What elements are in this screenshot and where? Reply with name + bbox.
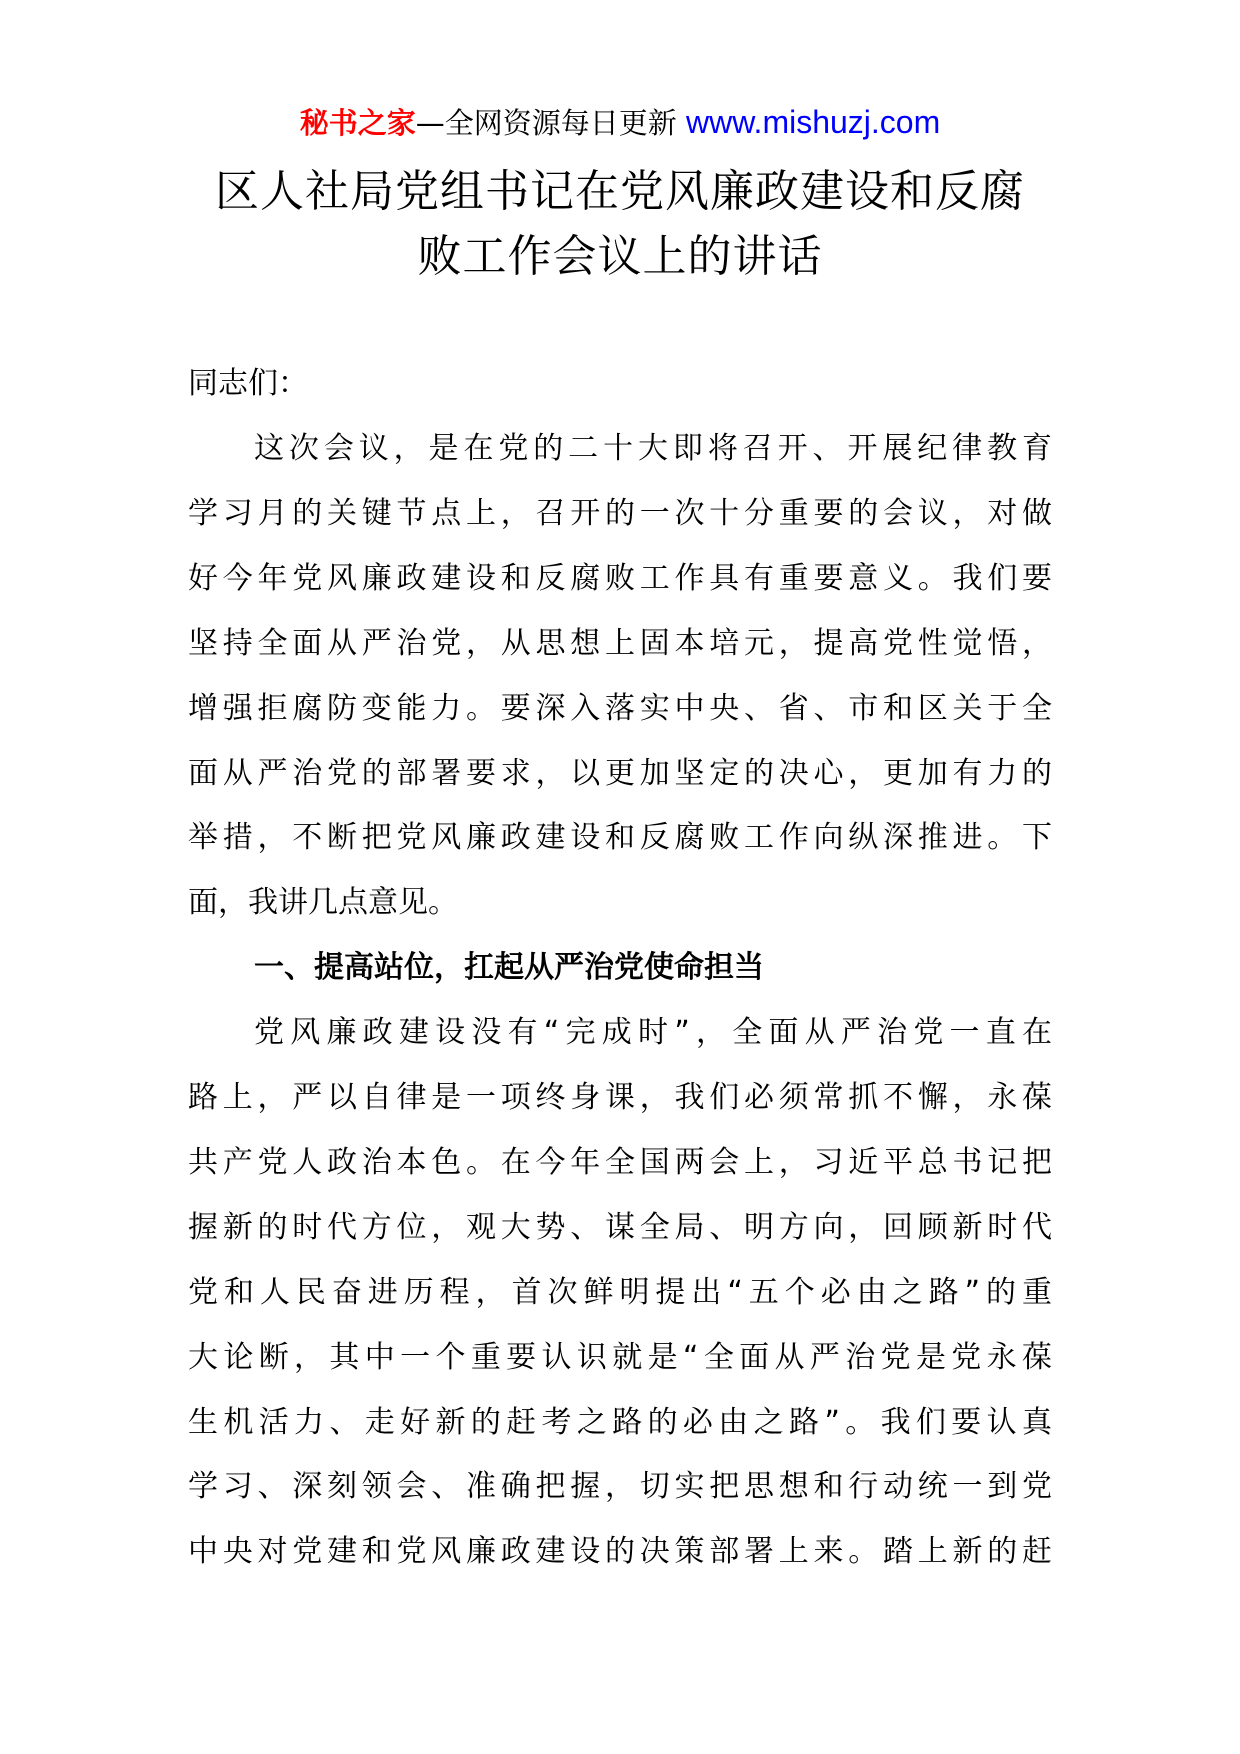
body-text-line: 党和人民奋进历程，首次鲜明提出“五个必由之路”的重 — [188, 1274, 1052, 1310]
greeting: 同志们： — [188, 366, 308, 401]
site-brand: 秘书之家 — [299, 106, 416, 140]
body-text-line: 坚持全面从严治党，从思想上固本培元，提高党性觉悟， — [188, 625, 1052, 661]
body-text-line: 共产党人政治本色。在今年全国两会上，习近平总书记把 — [188, 1144, 1052, 1180]
body-text-line: 学习月的关键节点上，召开的一次十分重要的会议，对做 — [188, 495, 1052, 531]
site-slogan: —全网资源每日更新 — [415, 106, 686, 140]
body-text-line: 面，我讲几点意见。 — [188, 885, 458, 921]
body-text-line: 握新的时代方位，观大势、谋全局、明方向，回顾新时代 — [188, 1209, 1052, 1245]
document-title-line-1: 区人社局党组书记在党风廉政建设和反腐 — [215, 166, 1025, 217]
body-text-line: 这次会议，是在党的二十大即将召开、开展纪律教育 — [254, 431, 1052, 466]
body-text-line: 中央对党建和党风廉政建设的决策部署上来。踏上新的赶 — [188, 1534, 1052, 1570]
body-text-line: 增强拒腐防变能力。要深入落实中央、省、市和区关于全 — [188, 690, 1052, 726]
site-url-link[interactable]: www.mishuzj.com — [685, 104, 941, 140]
body-text-line: 学习、深刻领会、准确把握，切实把思想和行动统一到党 — [188, 1469, 1052, 1505]
body-text-line: 举措，不断把党风廉政建设和反腐败工作向纵深推进。下 — [188, 820, 1052, 856]
body-text-line: 路上，严以自律是一项终身课，我们必须常抓不懈，永葆 — [188, 1080, 1052, 1115]
body-text-line: 生机活力、走好新的赶考之路的必由之路”。我们要认真 — [188, 1404, 1052, 1440]
body-text-line: 党风廉政建设没有“完成时”，全面从严治党一直在 — [254, 1015, 1052, 1051]
body-text-line: 好今年党风廉政建设和反腐败工作具有重要意义。我们要 — [188, 560, 1052, 596]
section-heading: 一、提高站位，扛起从严治党使命担当 — [254, 950, 764, 986]
site-banner — [0, 102, 1240, 143]
body-text-line: 面从严治党的部署要求，以更加坚定的决心，更加有力的 — [188, 755, 1052, 791]
body-text-line: 大论断，其中一个重要认识就是“全面从严治党是党永葆 — [188, 1339, 1052, 1375]
document-title-line-2: 败工作会议上的讲话 — [417, 231, 823, 282]
